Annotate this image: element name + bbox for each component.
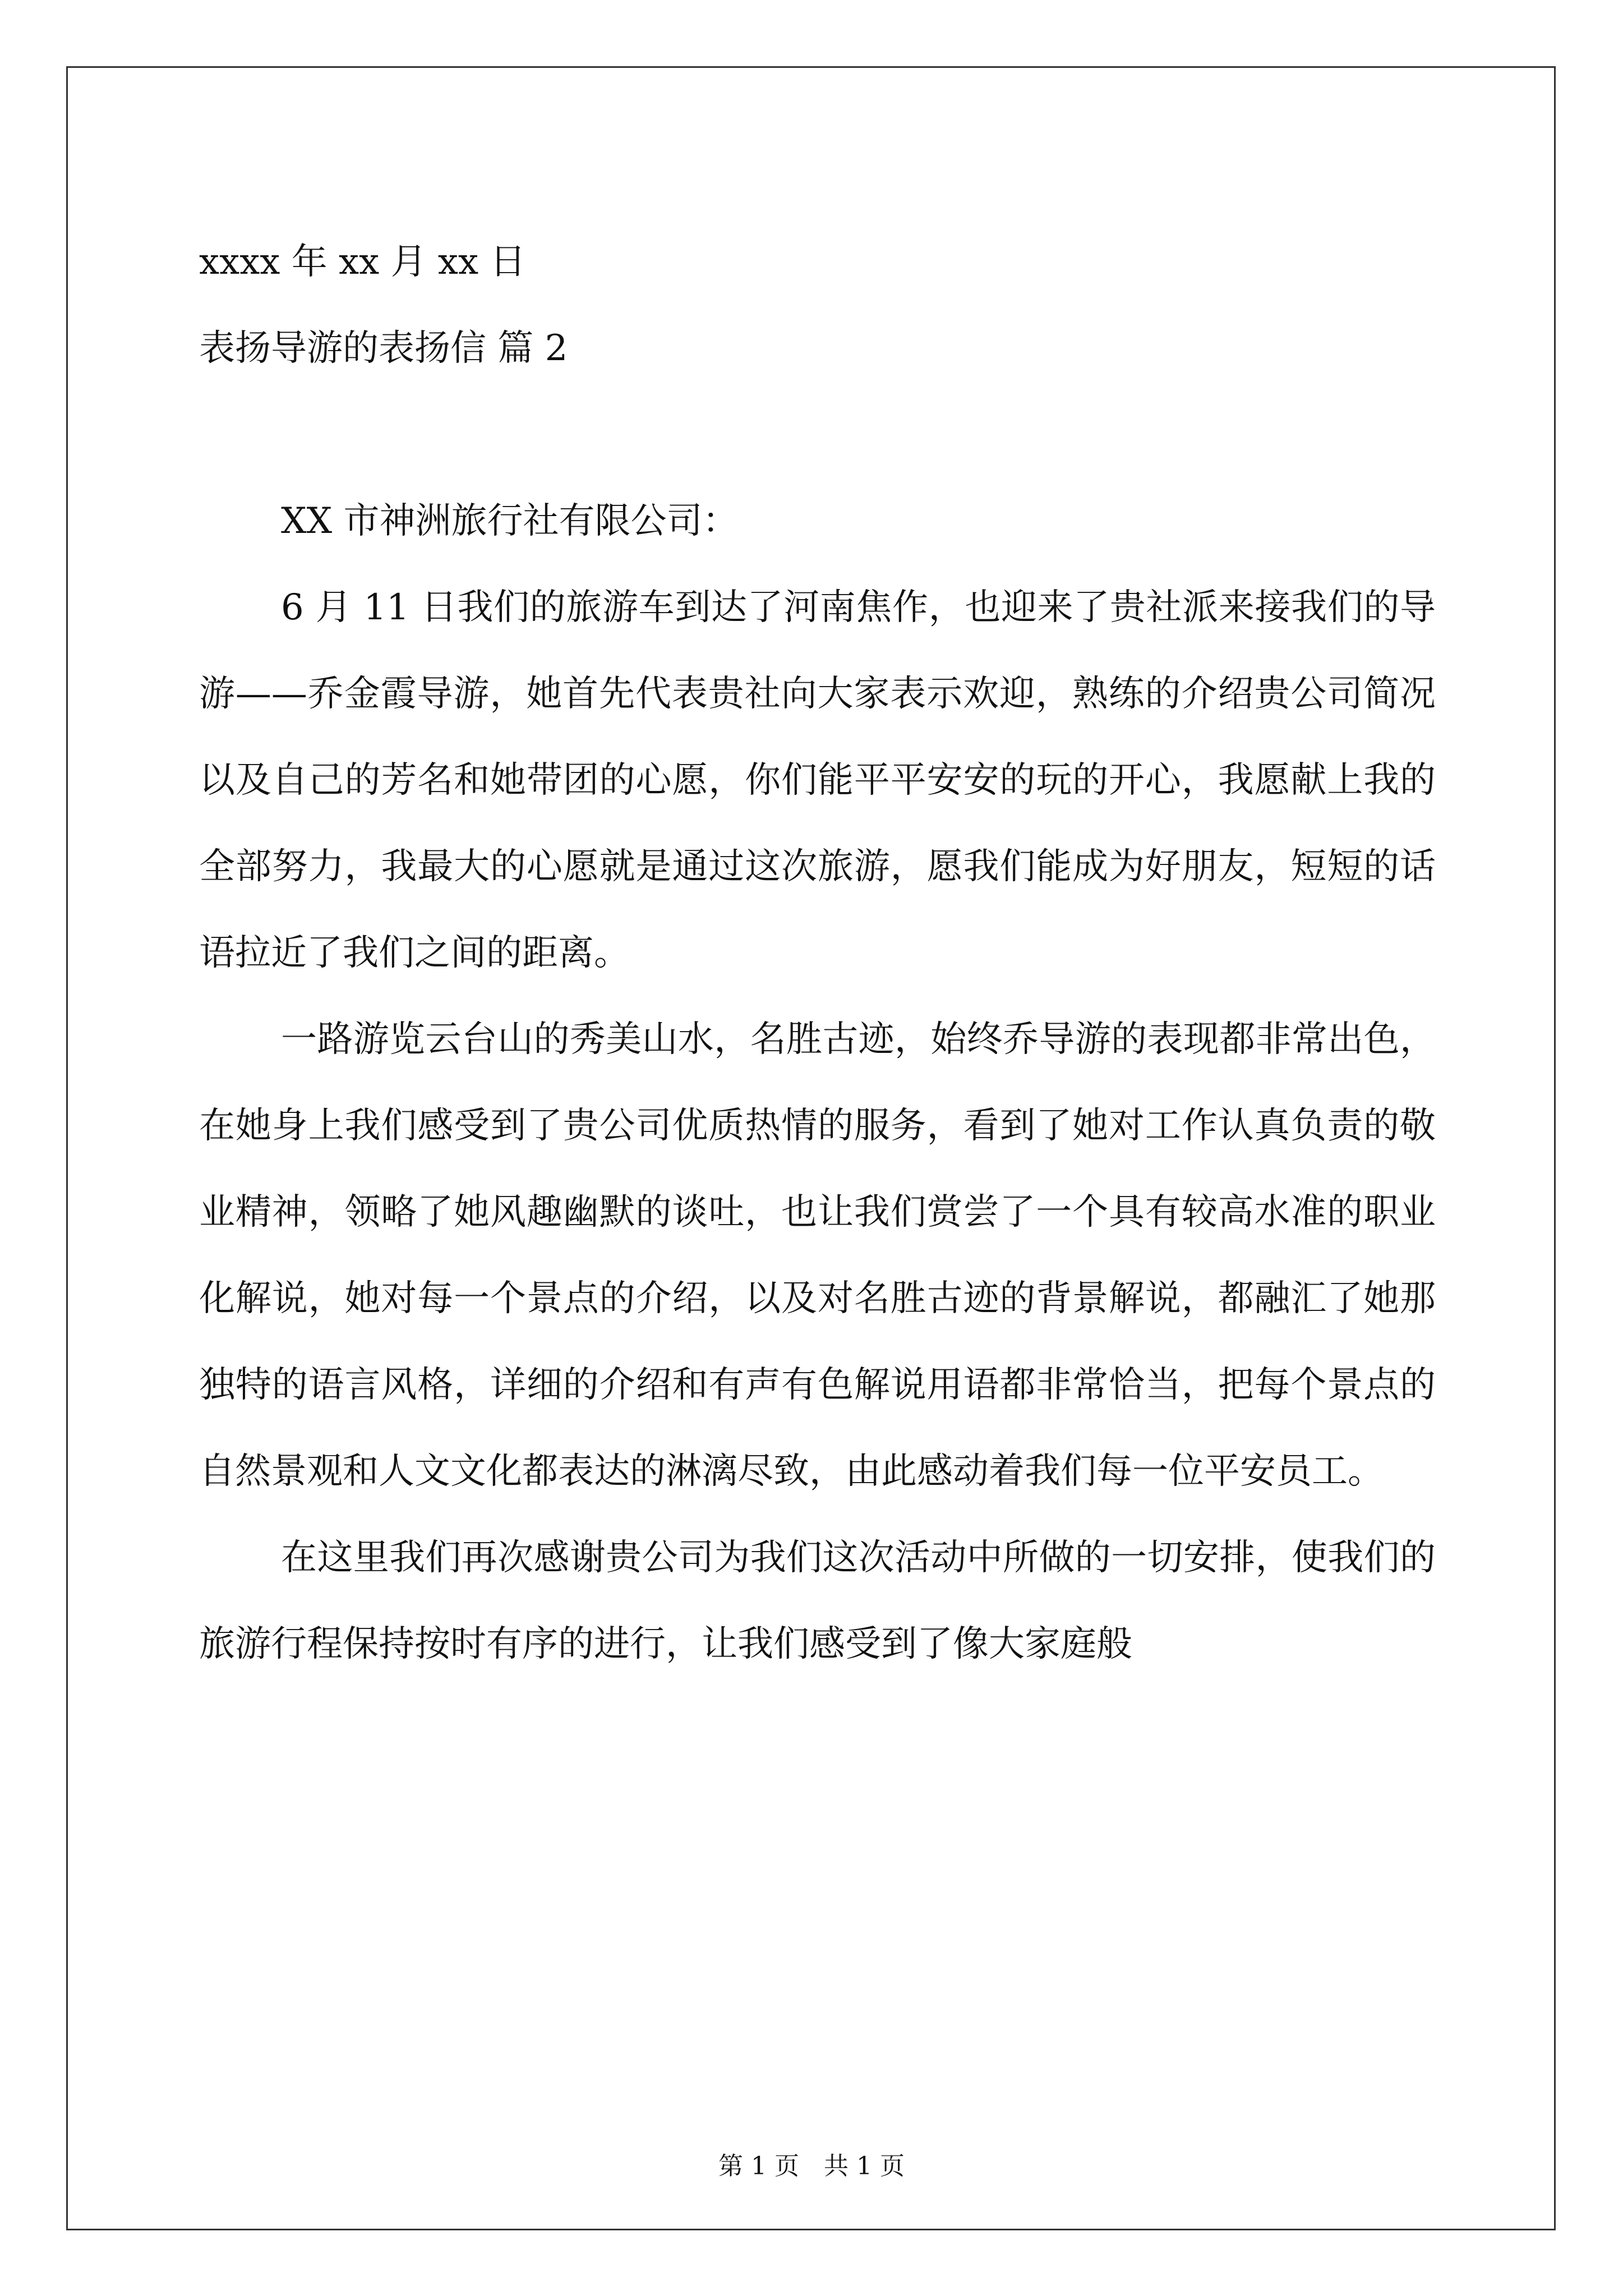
page-footer: [0, 2146, 1623, 2182]
paragraph-3: 在这里我们再次感谢贵公司为我们这次活动中所做的一切安排，使我们的旅游行程保持按时有序的进行，让我们感受到了像大家庭般: [199, 1537, 1436, 1665]
document-body: [199, 478, 1436, 1687]
paragraph-1: 6 月 11 日我们的旅游车到达了河南焦作，也迎来了贵社派来接我们的导游——乔金霞导游，她首先代表贵社向大家表示欢迎，熟练的介绍贵公司简况以及自己的芳名和她带团的心愿，你们能平平安安的玩的开心，我愿献上我的全部努力，我最大的心愿就是通过这次旅游，愿我们能成为好朋友，短短的话语拉近了我们之间的距离。: [199, 587, 1436, 974]
paragraph-2: 一路游览云台山的秀美山水，名胜古迹，始终乔导游的表现都非常出色，在她身上我们感受到了贵公司优质热情的服务，看到了她对工作认真负责的敬业精神，领略了她风趣幽默的谈吐，也让我们赏尝了一个具有较高水准的职业化解说，她对每一个景点的介绍，以及对名胜古迹的背景解说，都融汇了她那独特的语言风格，详细的介绍和有声有色解说用语都非常恰当，把每个景点的自然景观和人文文化都表达的淋漓尽致，由此感动着我们每一位平安员工。: [199, 1019, 1436, 1492]
date-line: xxxx 年 xx 月 xx 日: [199, 241, 526, 283]
page-indicator: 第 1 页 共 1 页: [718, 2152, 905, 2180]
salutation: XX 市神洲旅行社有限公司：: [281, 500, 739, 542]
document-header: [199, 219, 1433, 392]
document-title: 表扬导游的表扬信 篇 2: [199, 328, 568, 369]
